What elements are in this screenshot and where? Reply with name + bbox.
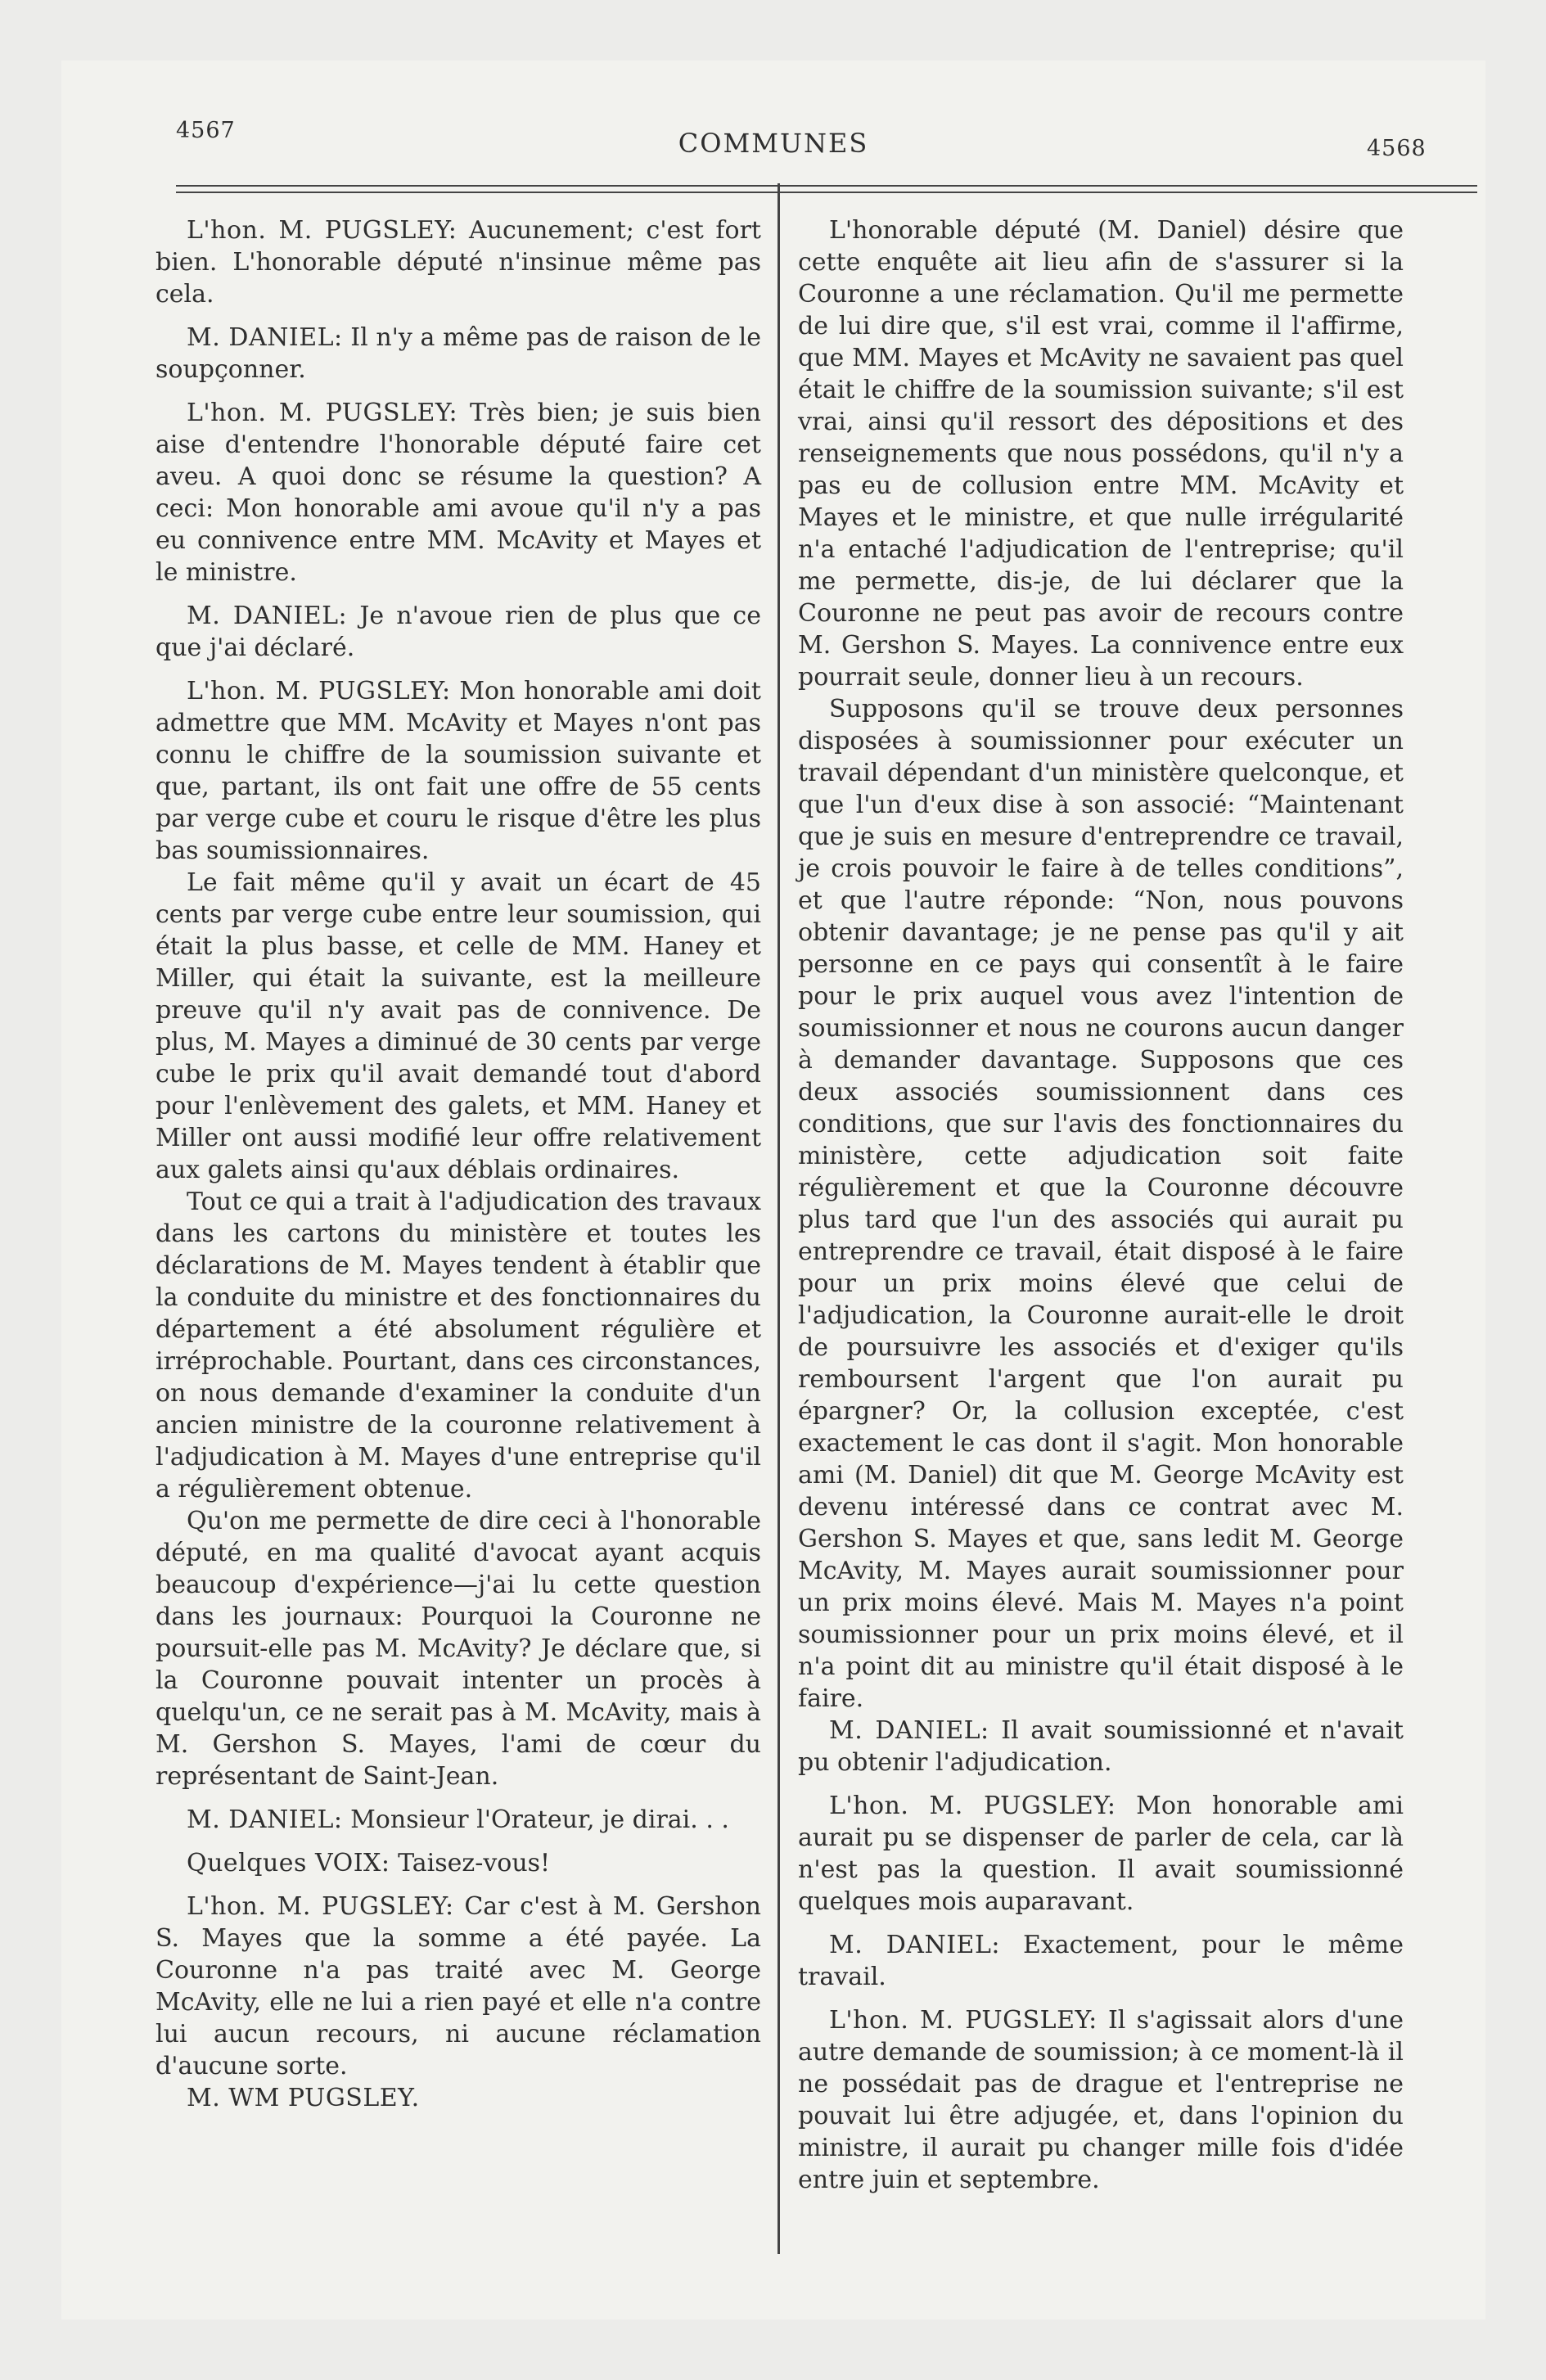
speaker-name: L'hon. M. PUGSLEY: (187, 399, 458, 427)
paragraph (156, 1186, 761, 1505)
footer-speaker-name: M. WM PUGSLEY. (187, 2084, 420, 2112)
paragraph-text: Qu'on me permette de dire ceci à l'honorable député, en ma qualité d'avocat ayant acquis beaucoup d'expérience—j'ai lu cette question dans les journaux: Pourquoi la Couronne ne poursuit-elle pas M. McAvity? Je déclare que, si la Couronne pouvait intenter un procès à quelqu'un, ce ne serait pas à M. McAvity, mais à M. Gershon S. Mayes, l'ami de cœur du représentant de Saint-Jean. (156, 1507, 761, 1791)
speaker-name: M. DANIEL: (829, 1931, 1000, 1959)
speaker-name: L'hon. M. PUGSLEY: (829, 1792, 1116, 1820)
speaker-name: M. DANIEL: (187, 1805, 343, 1834)
paragraph-text: Le fait même qu'il y avait un écart de 45 cents par verge cube entre leur soumission, qui était la plus basse, et celle de MM. Haney et Miller, qui était la suivante, est la meilleure preuve qu'il n'y avait pas de connivence. De plus, M. Mayes a diminué de 30 cents par verge cube le prix qu'il avait demandé tout d'abord pour l'enlèvement des galets, et MM. Haney et Miller ont aussi modifié leur offre relativement aux galets ainsi qu'aux déblais ordinaires. (156, 868, 761, 1184)
speaker-name: M. DANIEL: (187, 602, 348, 630)
paragraph-text: Supposons qu'il se trouve deux personnes disposées à soumissionner pour exécuter un travail dépendant d'un ministère quelconque, et que l'un d'eux dise à son associé: “Maintenant que je suis en mesure d'entreprendre ce travail, je crois pouvoir le faire à de telles conditions”, et que l'autre réponde: “Non, nous pouvons obtenir davantage; je ne pense pas qu'il y ait personne en ce pays qui consentît à le faire pour le prix auquel vous avez l'intention de soumissionner et nous ne courons aucun danger à demander davantage. Supposons que ces deux associés soumissionnent dans ces conditions, que sur l'avis des fonctionnaires du ministère, cette adjudication soit faite régulièrement et que la Couronne découvre plus tard que l'un des associés qui aurait pu entreprendre ce travail, était disposé à le faire pour un prix moins élevé que celui de l'adjudication, la Couronne aurait-elle le droit de poursuivre les associés et d'exiger qu'ils remboursent l'argent que l'on aurait pu épargner? Or, la collusion exceptée, c'est exactement le cas dont il s'agit. Mon honorable ami (M. Daniel) dit que M. George McAvity est devenu intéressé dans ce contrat avec M. Gershon S. Mayes et que, sans ledit M. George McAvity, M. Mayes aurait soumissionner pour un prix moins élevé. Mais M. Mayes n'a point soumissionner pour un prix moins élevé, et il n'a point dit au ministre qu'il était disposé à le faire. (798, 695, 1404, 1713)
column-divider (778, 183, 780, 2254)
paragraph-text: Monsieur l'Orateur, je dirai. . . (350, 1805, 729, 1834)
paragraph (156, 1505, 761, 1792)
speaker-name: L'hon. M. PUGSLEY: (829, 2006, 1098, 2035)
paragraph-text: Car c'est à M. Gershon S. Mayes que la somme a été payée. La Couronne n'a pas traité avec M. George McAvity, elle ne lui a rien payé et elle n'a contre lui aucun recours, ni aucune réclamation d'aucune sorte. (156, 1892, 761, 2080)
paragraph-text: Il n'y a même pas de raison de le soupçonner. (156, 323, 761, 384)
header-rule (176, 192, 1477, 193)
page-number-left: 4567 (176, 118, 236, 143)
speaker-name: M. DANIEL: (187, 323, 343, 352)
paragraph (156, 214, 761, 310)
paragraph (156, 1891, 761, 2082)
speaker-name: M. DANIEL: (829, 1716, 989, 1745)
paragraph (798, 2004, 1404, 2196)
speaker-name: L'hon. M. PUGSLEY: (187, 216, 457, 245)
paragraph-text: Il s'agissait alors d'une autre demande de soumission; à ce moment-là il ne possédait pas de drague et l'entreprise ne pouvait lui être adjugée, et, dans l'opinion du ministre, il aurait pu changer mille fois d'idée entre juin et septembre. (798, 2006, 1404, 2194)
page-number-right: 4568 (1367, 136, 1427, 161)
paragraph-text: Très bien; je suis bien aise d'entendre l'honorable député faire cet aveu. A quoi donc se résume la question? A ceci: Mon honorable ami avoue qu'il n'y a pas eu connivence entre MM. McAvity et Mayes et le ministre. (156, 399, 761, 587)
paragraph-text: Mon honorable ami aurait pu se dispenser de parler de cela, car là n'est pas la question. Il avait soumissionné quelques mois auparavant. (798, 1792, 1404, 1916)
paragraph-text: Tout ce qui a trait à l'adjudication des travaux dans les cartons du ministère et toutes les déclarations de M. Mayes tendent à établir que la conduite du ministre et des fonctionnaires du département a été absolument régulière et irréprochable. Pourtant, dans ces circonstances, on nous demande d'examiner la conduite d'un ancien ministre de la couronne relativement à l'adjudication à M. Mayes d'une entreprise qu'il a régulièrement obtenue. (156, 1188, 761, 1503)
paragraph-text: Exactement, pour le même travail. (798, 1931, 1404, 1991)
right-column (798, 214, 1404, 2207)
paragraph-text: Taisez-vous! (398, 1849, 551, 1877)
speaker-name: Quelques VOIX: (187, 1849, 390, 1877)
paragraph (156, 1847, 761, 1879)
paragraph (798, 1715, 1404, 1778)
speaker-name: L'hon. M. PUGSLEY: (187, 677, 451, 705)
page (61, 61, 1485, 2319)
paragraph (156, 1804, 761, 1836)
paragraph (156, 600, 761, 664)
paragraph-text: Il avait soumissionné et n'avait pu obtenir l'adjudication. (798, 1716, 1404, 1777)
left-column (156, 214, 761, 2125)
paragraph (156, 2082, 761, 2114)
paragraph (156, 867, 761, 1186)
page-header (61, 118, 1485, 167)
paragraph (156, 675, 761, 867)
paragraph-text: Aucunement; c'est fort bien. L'honorable député n'insinue même pas cela. (156, 216, 761, 309)
header-rule (176, 185, 1477, 187)
running-title: COMMUNES (678, 128, 869, 159)
paragraph-text: L'honorable député (M. Daniel) désire que cette enquête ait lieu afin de s'assurer si la Couronne a une réclamation. Qu'il me permette de lui dire que, s'il est vrai, comme il l'affirme, que MM. Mayes et McAvity ne savaient pas quel était le chiffre de la soumission suivante; s'il est vrai, ainsi qu'il ressort des dépositions et des renseignements que nous possédons, qu'il n'y a pas eu de collusion entre MM. McAvity et Mayes et le ministre, et que nulle irrégularité n'a entaché l'adjudication de l'entreprise; qu'il me permette, dis-je, de lui déclarer que la Couronne ne peut pas avoir de recours contre M. Gershon S. Mayes. La connivence entre eux pourrait seule, donner lieu à un recours. (798, 216, 1404, 692)
paragraph (156, 322, 761, 385)
paragraph (798, 1929, 1404, 1993)
paragraph (798, 693, 1404, 1715)
speaker-name: L'hon. M. PUGSLEY: (187, 1892, 454, 1921)
paragraph-text: Je n'avoue rien de plus que ce que j'ai déclaré. (156, 602, 761, 662)
paragraph (798, 1790, 1404, 1918)
paragraph (798, 214, 1404, 693)
paragraph (156, 397, 761, 588)
paragraph-text: Mon honorable ami doit admettre que MM. McAvity et Mayes n'ont pas connu le chiffre de la soumission suivante et que, partant, ils ont fait une offre de 55 cents par verge cube et couru le risque d'être les plus bas soumissionnaires. (156, 677, 761, 865)
